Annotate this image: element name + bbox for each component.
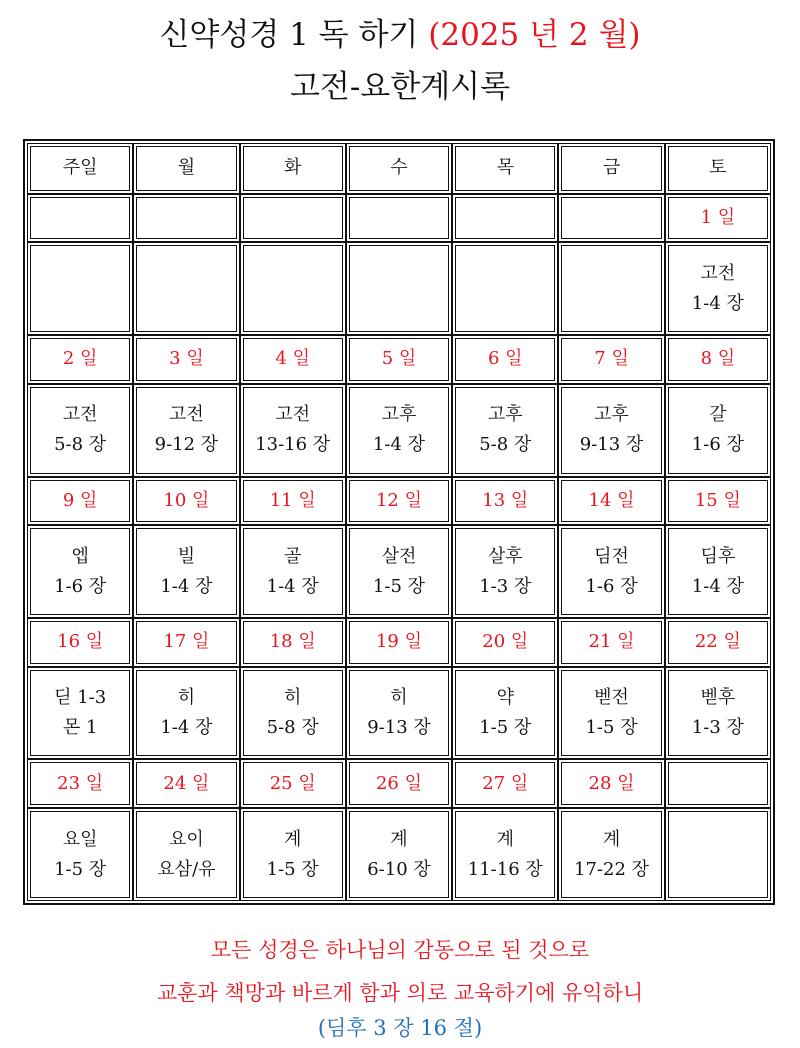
date-cell: 22 일 [665,618,771,667]
reading-cell [27,384,133,477]
reading-line: 골 [284,545,302,567]
reading-cell [27,808,133,901]
calendar-body [27,143,771,901]
reading-line: 몬 1 [62,717,98,739]
date-cell: 14 일 [558,477,664,526]
reading-line: 1-4 장 [691,292,744,314]
date-cell [665,759,771,808]
reading-cell [665,525,771,618]
date-cell: 15 일 [665,477,771,526]
date-cell: 3 일 [133,335,239,384]
verse-line-2: 교훈과 책망과 바르게 함과 의로 교육하기에 유익하니 [156,981,644,1005]
reading-line: 빌 [177,545,196,567]
date-cell: 10 일 [133,477,239,526]
reading-line: 고전 [700,262,736,284]
reading-cell [240,384,346,477]
reading-line: 고후 [381,404,417,426]
weekday-header: 수 [346,143,452,194]
date-row [27,759,771,808]
date-row [27,335,771,384]
reading-line: 5-8 장 [479,434,532,456]
reading-line: 갈 [709,404,727,426]
reading-line: 1-4 장 [372,434,426,456]
date-row [27,194,771,243]
weekday-header: 목 [452,143,558,194]
reading-cell [346,808,452,901]
reading-line: 1-5 장 [585,717,638,739]
reading-line: 1-5 장 [372,575,426,597]
reading-cell [665,242,771,335]
reading-line: 딤전 [594,545,629,567]
reading-line: 9-13 장 [367,717,431,739]
date-cell: 2 일 [27,335,133,384]
reading-row [27,525,771,618]
reading-line: 계 [390,828,408,850]
page-subtitle: 고전-요한계시록 [289,69,511,105]
reading-cell [240,667,346,760]
date-cell [558,194,664,243]
date-cell: 16 일 [27,618,133,667]
reading-line: 1-6 장 [585,575,638,597]
date-cell: 7 일 [558,335,664,384]
reading-cell [133,525,239,618]
date-cell: 13 일 [452,477,558,526]
reading-row [27,808,771,901]
date-cell: 23 일 [27,759,133,808]
date-cell: 1 일 [665,194,771,243]
reading-line: 요이 [169,828,204,850]
date-cell: 24 일 [133,759,239,808]
reading-cell [240,808,346,901]
reading-line: 벧후 [700,687,736,709]
calendar-table [27,143,771,901]
reading-line: 1-4 장 [160,717,213,739]
reading-cell [452,525,558,618]
reading-line: 살전 [381,545,417,567]
reading-line: 13-16 장 [255,434,331,456]
weekday-header-row [27,143,771,194]
reading-line: 요삼/유 [157,858,216,880]
reading-line: 계 [602,828,621,850]
date-cell [452,194,558,243]
date-row [27,477,771,526]
reading-line: 1-4 장 [160,575,213,597]
reading-line: 1-3 장 [691,717,744,739]
reading-cell [240,242,346,335]
reading-cell [346,384,452,477]
reading-line: 히 [390,687,408,709]
reading-line: 딤후 [700,545,736,567]
reading-cell [346,525,452,618]
reading-line: 1-4 장 [266,575,319,597]
reading-cell [452,242,558,335]
date-cell: 19 일 [346,618,452,667]
reading-calendar [23,139,775,905]
reading-line: 5-8 장 [54,434,107,456]
reading-cell [27,242,133,335]
weekday-header: 주일 [27,143,133,194]
date-cell: 21 일 [558,618,664,667]
date-cell: 18 일 [240,618,346,667]
reading-cell [133,667,239,760]
reading-row [27,384,771,477]
reading-cell [558,242,664,335]
reading-line: 고후 [487,404,523,426]
reading-line: 9-12 장 [154,434,219,456]
date-cell: 25 일 [240,759,346,808]
reading-cell [346,667,452,760]
reading-cell [133,384,239,477]
title-period: (2025 년 2 월) [428,17,641,53]
date-cell: 17 일 [133,618,239,667]
date-cell: 26 일 [346,759,452,808]
reading-line: 1-6 장 [54,575,107,597]
reading-cell [452,808,558,901]
reading-cell [558,667,664,760]
reading-line: 고전 [169,404,204,426]
date-cell [240,194,346,243]
reading-line: 히 [284,687,302,709]
date-cell: 9 일 [27,477,133,526]
date-cell: 27 일 [452,759,558,808]
date-cell: 28 일 [558,759,664,808]
date-cell [27,194,133,243]
reading-line: 17-22 장 [574,858,650,880]
reading-cell [558,808,664,901]
date-cell [133,194,239,243]
reading-line: 약 [496,687,514,709]
reading-line: 요일 [62,828,98,850]
reading-cell [346,242,452,335]
reading-line: 1-5 장 [54,858,107,880]
reading-line: 1-5 장 [479,717,532,739]
reading-line: 고전 [62,404,98,426]
reading-line: 1-6 장 [691,434,744,456]
reading-line: 계 [496,828,514,850]
reading-line: 9-13 장 [579,434,644,456]
reading-line: 계 [284,828,302,850]
reading-line: 고전 [275,404,311,426]
reading-line: 살후 [487,545,523,567]
date-row [27,618,771,667]
reading-line: 5-8 장 [266,717,319,739]
reading-cell [665,667,771,760]
title-main: 신약성경 1 독 하기 [159,17,419,53]
page-title [0,16,800,54]
reading-line: 6-10 장 [367,858,431,880]
weekday-header: 토 [665,143,771,194]
reading-line: 딛 1-3 [54,687,107,709]
reading-line: 고후 [594,404,629,426]
date-cell: 5 일 [346,335,452,384]
reading-cell [558,525,664,618]
reading-cell [27,525,133,618]
date-cell: 8 일 [665,335,771,384]
date-cell [346,194,452,243]
verse-reference: (딤후 3 장 16 절) [317,1016,483,1040]
weekday-header: 월 [133,143,239,194]
date-cell: 12 일 [346,477,452,526]
weekday-header: 화 [240,143,346,194]
date-cell: 20 일 [452,618,558,667]
reading-line: 히 [177,687,196,709]
date-cell: 4 일 [240,335,346,384]
reading-line: 엡 [71,545,89,567]
reading-cell [665,808,771,901]
reading-cell [665,384,771,477]
reading-row [27,242,771,335]
reading-line: 1-4 장 [691,575,744,597]
reading-line: 1-3 장 [479,575,532,597]
reading-cell [133,242,239,335]
reading-cell [558,384,664,477]
reading-cell [452,667,558,760]
verse-line-1: 모든 성경은 하나님의 감동으로 된 것으로 [210,938,590,962]
reading-line: 벧전 [594,687,629,709]
weekday-header: 금 [558,143,664,194]
reading-row [27,667,771,760]
reading-line: 11-16 장 [467,858,543,880]
reading-cell [452,384,558,477]
date-cell: 11 일 [240,477,346,526]
reading-cell [133,808,239,901]
reading-line: 1-5 장 [266,858,319,880]
reading-cell [240,525,346,618]
reading-cell [27,667,133,760]
date-cell: 6 일 [452,335,558,384]
